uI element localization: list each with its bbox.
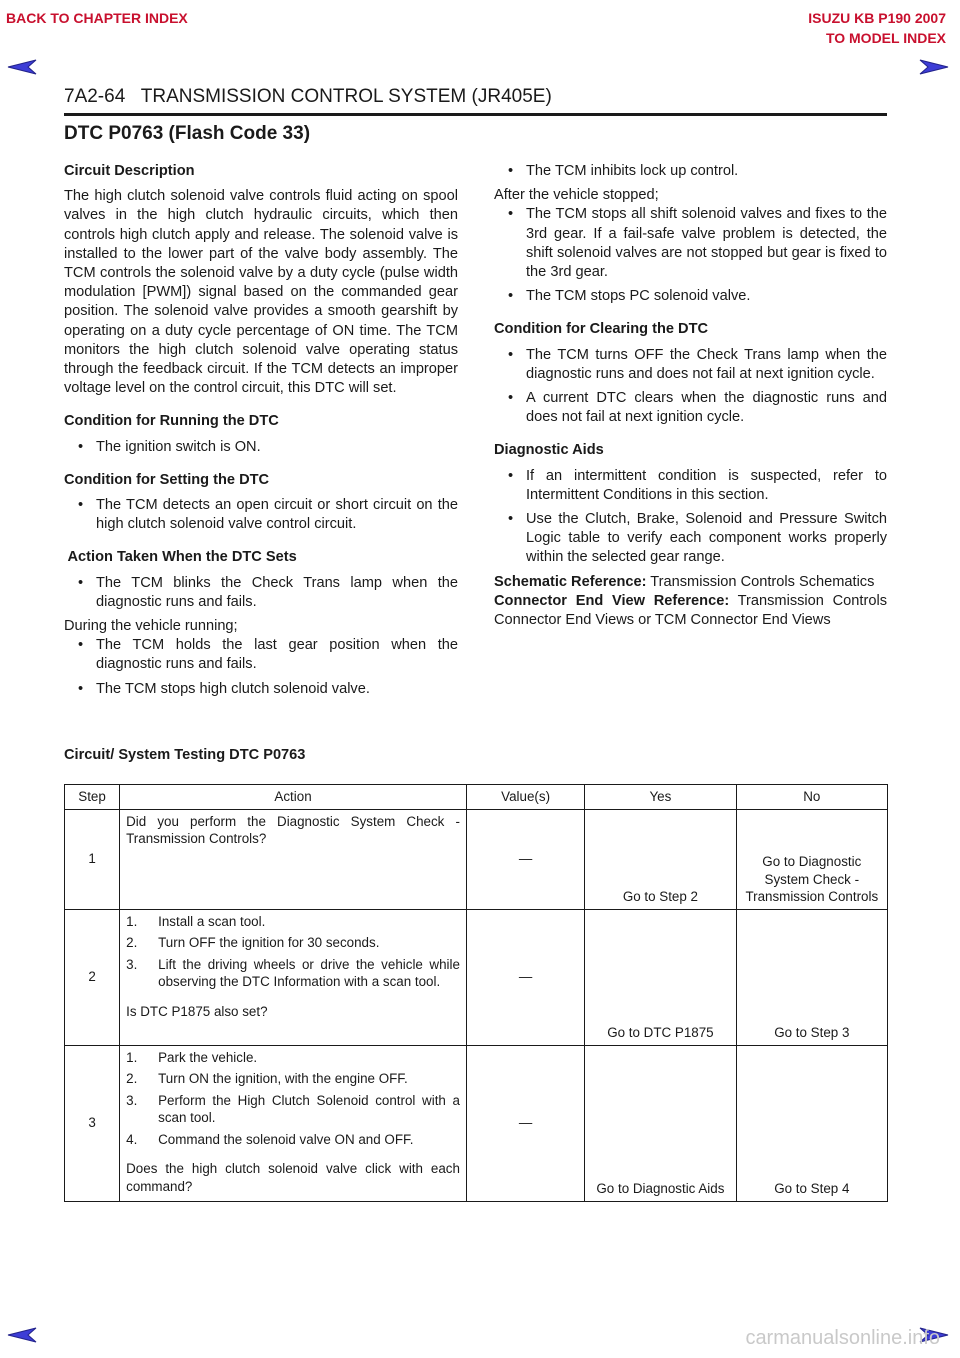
action-heading: Action Taken When the DTC Sets xyxy=(64,549,297,566)
action-step: 3. Lift the driving wheels or drive the vehicle while observing the DTC Information with a scan tool. xyxy=(126,956,460,989)
no-cell: Go to Diagnostic System Check - Transmission Controls xyxy=(736,809,887,909)
action-question: Is DTC P1875 also set? xyxy=(126,1003,268,1019)
schematic-reference-label: Schematic Reference: xyxy=(494,573,647,590)
list-item: • The TCM holds the last gear position when the diagnostic runs and fails. xyxy=(64,636,458,674)
diagnostic-aids-list xyxy=(494,467,887,568)
action-list xyxy=(64,574,458,612)
schematic-reference xyxy=(494,573,887,592)
connector-reference-label: Connector End View Reference: xyxy=(494,592,730,609)
left-column xyxy=(64,162,458,713)
no-cell: Go to Step 3 xyxy=(736,909,887,1045)
step-number: 1 xyxy=(65,809,120,909)
list-item: • The TCM turns OFF the Check Trans lamp when the diagnostic runs and does not fail at next ignition cycle. xyxy=(494,346,887,384)
action-question: Does the high clutch solenoid valve click with each command? xyxy=(126,1161,460,1194)
table-caption: Circuit/ System Testing DTC P0763 xyxy=(64,747,306,763)
dtc-title: DTC P0763 (Flash Code 33) xyxy=(64,123,311,144)
back-to-chapter-index-link[interactable]: BACK TO CHAPTER INDEX xyxy=(6,10,188,26)
yes-cell: Go to Diagnostic Aids xyxy=(585,1045,736,1201)
running-list xyxy=(64,438,458,457)
action-cell xyxy=(120,909,467,1045)
connector-reference xyxy=(494,592,887,630)
action-step: 1. Install a scan tool. xyxy=(126,913,266,929)
action-step: 2. Turn OFF the ignition for 30 seconds. xyxy=(126,935,380,950)
action-question: Did you perform the Diagnostic System Check - Transmission Controls? xyxy=(126,813,460,846)
diagnostic-table xyxy=(64,784,888,1202)
action-steps xyxy=(126,1049,460,1149)
action-step: 1. Park the vehicle. xyxy=(126,1049,258,1065)
action-step: 4. Command the solenoid valve ON and OFF. xyxy=(126,1131,414,1147)
value-cell: — xyxy=(466,909,584,1045)
during-running-label: During the vehicle running; xyxy=(64,618,238,635)
to-model-index-link[interactable]: TO MODEL INDEX xyxy=(825,30,946,46)
list-item: • Use the Clutch, Brake, Solenoid and Pressure Switch Logic table to verify each component works properly within the selected gear range. xyxy=(494,510,887,568)
table-row xyxy=(65,909,888,1045)
list-item: • The TCM detects an open circuit or short circuit on the high clutch solenoid valve control circuit. xyxy=(64,496,458,534)
after-stopped-list xyxy=(494,205,887,306)
schematic-reference-value: Transmission Controls Schematics xyxy=(650,573,875,590)
list-item: • A current DTC clears when the diagnostic runs and does not fail at next ignition cycle. xyxy=(494,389,887,427)
after-stopped-label: After the vehicle stopped; xyxy=(494,187,659,204)
running-heading: Condition for Running the DTC xyxy=(64,413,279,430)
setting-heading: Condition for Setting the DTC xyxy=(64,471,270,488)
step-number: 2 xyxy=(65,909,120,1045)
during-running-list xyxy=(64,636,458,699)
watermark: carmanualsonline.info xyxy=(745,1327,940,1349)
table-row xyxy=(65,1045,888,1201)
list-item: • The TCM stops all shift solenoid valves and fixes to the 3rd gear. If a fail-safe valve problem is detected, the shift solenoid valves are not stopped but gear is fixed to the 3rd gear. xyxy=(494,205,887,282)
value-cell: — xyxy=(466,1045,584,1201)
yes-cell: Go to Step 2 xyxy=(585,809,736,909)
model-title-link[interactable]: ISUZU KB P190 2007 xyxy=(808,10,946,26)
right-column xyxy=(494,162,887,630)
lockup-list xyxy=(494,162,887,181)
column-header-no: No xyxy=(736,785,887,810)
column-header-action: Action xyxy=(120,785,467,810)
table-row xyxy=(65,809,888,909)
previous-page-bottom-arrow-icon[interactable] xyxy=(6,1326,40,1344)
connector-reference-value: Transmission Controls Connector End Views or TCM Connector End Views xyxy=(494,592,887,629)
list-item: • The ignition switch is ON. xyxy=(64,438,458,457)
list-item: • The TCM inhibits lock up control. xyxy=(494,162,887,181)
list-item: • The TCM stops high clutch solenoid valve. xyxy=(64,680,458,699)
setting-list xyxy=(64,496,458,534)
clearing-heading: Condition for Clearing the DTC xyxy=(494,321,709,338)
previous-page-arrow-icon[interactable] xyxy=(6,58,40,76)
header-divider xyxy=(64,113,887,116)
action-cell xyxy=(120,1045,467,1201)
step-number: 3 xyxy=(65,1045,120,1201)
list-item: • If an intermittent condition is suspected, refer to Intermittent Conditions in this section. xyxy=(494,467,887,505)
diagnostic-aids-heading: Diagnostic Aids xyxy=(494,442,604,459)
action-step: 3. Perform the High Clutch Solenoid control with a scan tool. xyxy=(126,1092,460,1125)
list-item: • The TCM stops PC solenoid valve. xyxy=(494,287,887,306)
action-cell xyxy=(120,809,467,909)
circuit-description-heading: Circuit Description xyxy=(64,163,195,179)
circuit-description-text: The high clutch solenoid valve controls fluid acting on spool valves in the high clutch hydraulic circuits, which then controls high clutch apply and release. The solenoid valve is installed to the lower part of the valve body assembly. The TCM controls the solenoid valve by a duty cycle (pulse width modulation [PWM]) signal based on the commanded gear position. The solenoid valve provides a smooth gearshift by operating on a duty cycle percentage of ON time. The TCM monitors the high clutch solenoid valve operating status through the feedback circuit. If the TCM detects an improper voltage level on the control circuit, this DTC will set. xyxy=(64,188,458,397)
page-header-title: 7A2-64 TRANSMISSION CONTROL SYSTEM (JR405E) xyxy=(64,86,552,107)
table-header-row xyxy=(65,785,888,810)
next-page-arrow-icon[interactable] xyxy=(916,58,950,76)
column-header-yes: Yes xyxy=(585,785,736,810)
action-steps xyxy=(126,913,460,991)
list-item: • The TCM blinks the Check Trans lamp when the diagnostic runs and fails. xyxy=(64,574,458,612)
column-header-values: Value(s) xyxy=(466,785,584,810)
value-cell: — xyxy=(466,809,584,909)
action-step: 2. Turn ON the ignition, with the engine OFF. xyxy=(126,1071,408,1086)
yes-cell: Go to DTC P1875 xyxy=(585,909,736,1045)
clearing-list xyxy=(494,346,887,428)
no-cell: Go to Step 4 xyxy=(736,1045,887,1201)
column-header-step: Step xyxy=(65,785,120,810)
